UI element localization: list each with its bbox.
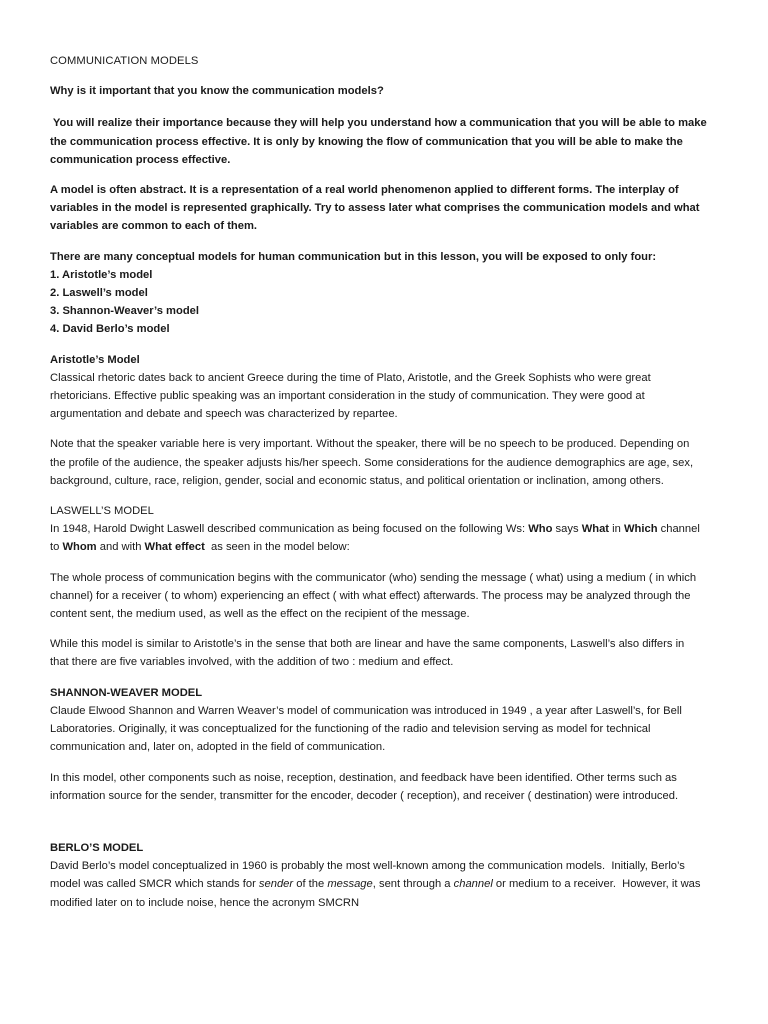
models-list bbox=[50, 248, 726, 339]
shannon-paragraph-1 bbox=[50, 702, 726, 757]
italic-channel: channel bbox=[453, 878, 493, 891]
list-item: 4. David Berlo’s model bbox=[50, 323, 170, 336]
paragraph-line: variables in the model is represented graphically. Try to assess later what comprises the communication models and what bbox=[50, 202, 700, 215]
text-run: of the bbox=[293, 878, 328, 891]
document-page bbox=[50, 52, 726, 912]
text-run: In 1948, Harold Dwight Laswell described communication as being focused on the following Ws: bbox=[50, 523, 529, 536]
paragraph-line: information source for the sender, transmitter for the encoder, decoder ( reception), and receiver ( destination) were introduced. bbox=[50, 789, 679, 802]
paragraph-line: While this model is similar to Aristotle’s in the sense that both are linear and have the same components, Laswell’s also differs in bbox=[50, 638, 685, 651]
aristotle-paragraph-2 bbox=[50, 435, 726, 490]
laswell-paragraph-2 bbox=[50, 569, 726, 624]
shannon-paragraph-2 bbox=[50, 769, 726, 805]
paragraph-line bbox=[50, 875, 726, 893]
laswell-paragraph-3 bbox=[50, 635, 726, 671]
text-run: to bbox=[50, 541, 63, 554]
paragraph-line: Claude Elwood Shannon and Warren Weaver’s model of communication was introduced in 1949 , a year after Laswell’s, for Bell bbox=[50, 704, 682, 717]
shannon-heading: SHANNON-WEAVER MODEL bbox=[50, 686, 203, 699]
paragraph-line: variables are common to each of them. bbox=[50, 220, 258, 233]
aristotle-heading: Aristotle’s Model bbox=[50, 353, 140, 366]
text-run: channel bbox=[657, 523, 700, 536]
paragraph-line: the profile of the audience, the speaker adjusts his/her speech. Some considerations for the audience demographics are age, sex, bbox=[50, 456, 694, 469]
paragraph-line: channel) for a receiver ( to whom) experiencing an effect ( with what effect) afterwards. The process may be analyzed through the bbox=[50, 589, 691, 602]
laswell-paragraph-1 bbox=[50, 520, 726, 556]
paragraph-line: Classical rhetoric dates back to ancient Greece during the time of Plato, Aristotle, and the Greek Sophists who were great bbox=[50, 371, 651, 384]
paragraph-line: In this model, other components such as noise, reception, destination, and feedback have been identified. Other terms such as bbox=[50, 771, 677, 784]
paragraph-line: rhetoricians. Effective public speaking was an important consideration in the study of communication. They were good at bbox=[50, 390, 645, 403]
text-run: or medium to a receiver. However, it was bbox=[492, 878, 701, 891]
paragraph-line: the communication process effective. It is only by knowing the flow of communication that you will be able to make the bbox=[50, 135, 683, 148]
laswell-heading: LASWELL’S MODEL bbox=[50, 505, 154, 518]
berlo-heading: BERLO’S MODEL bbox=[50, 841, 144, 854]
paragraph-line: background, culture, race, religion, gender, social and economic status, and political orientation or inclination, among others. bbox=[50, 474, 664, 487]
paragraph-line: content sent, the medium used, as well as the effect on the recipient of the message. bbox=[50, 608, 470, 621]
text-run: says bbox=[552, 523, 582, 536]
paragraph-line: Note that the speaker variable here is very important. Without the speaker, there will be no speech to be produced. Depending on bbox=[50, 438, 690, 451]
intro-paragraph bbox=[50, 114, 726, 169]
text-run: and with bbox=[96, 541, 145, 554]
paragraph-line: modified later on to include noise, hence the acronym SMCRN bbox=[50, 896, 360, 909]
paragraph-line bbox=[50, 520, 726, 538]
keyword-what-effect: What effect bbox=[144, 541, 205, 554]
keyword-who: Who bbox=[528, 523, 553, 536]
text-run: in bbox=[609, 523, 624, 536]
list-intro: There are many conceptual models for human communication but in this lesson, you will be exposed to only four: bbox=[50, 250, 657, 263]
keyword-which: Which bbox=[623, 523, 658, 536]
document-title: COMMUNICATION MODELS bbox=[50, 55, 199, 67]
paragraph-line: that there are five variables involved, with the addition of two : medium and effect. bbox=[50, 656, 454, 669]
model-definition-paragraph bbox=[50, 181, 726, 236]
paragraph-line: Laboratories. Originally, it was conceptualized for the functioning of the radio and television serving as model for technical bbox=[50, 723, 651, 736]
aristotle-paragraph-1 bbox=[50, 369, 726, 424]
paragraph-line: A model is often abstract. It is a representation of a real world phenomenon applied to different forms. The interplay of bbox=[50, 184, 679, 197]
text-run: as seen in the model below: bbox=[204, 541, 350, 554]
paragraph-line: David Berlo’s model conceptualized in 1960 is probably the most well-known among the communication models. Initially, Berlo’s bbox=[50, 860, 685, 873]
berlo-paragraph bbox=[50, 857, 726, 912]
paragraph-line: The whole process of communication begins with the communicator (who) sending the message ( what) using a medium ( in which bbox=[50, 571, 697, 584]
list-item: 1. Aristotle’s model bbox=[50, 268, 153, 281]
keyword-whom: Whom bbox=[62, 541, 97, 554]
list-item: 2. Laswell’s model bbox=[50, 287, 148, 300]
paragraph-line bbox=[50, 538, 726, 556]
list-item: 3. Shannon-Weaver’s model bbox=[50, 305, 199, 318]
paragraph-line: communication and, later on, adopted in the field of communication. bbox=[50, 741, 386, 754]
italic-sender: sender bbox=[258, 878, 294, 891]
question-heading: Why is it important that you know the communication models? bbox=[50, 85, 384, 98]
keyword-what: What bbox=[581, 523, 610, 536]
text-run: , sent through a bbox=[372, 878, 454, 891]
paragraph-line: You will realize their importance because they will help you understand how a communication that you will be able to make bbox=[50, 117, 707, 130]
paragraph-line: communication process effective. bbox=[50, 153, 231, 166]
italic-message: message bbox=[327, 878, 373, 891]
text-run: model was called SMCR which stands for bbox=[50, 878, 259, 891]
paragraph-line: argumentation and debate and speech was characterized by repartee. bbox=[50, 408, 398, 421]
